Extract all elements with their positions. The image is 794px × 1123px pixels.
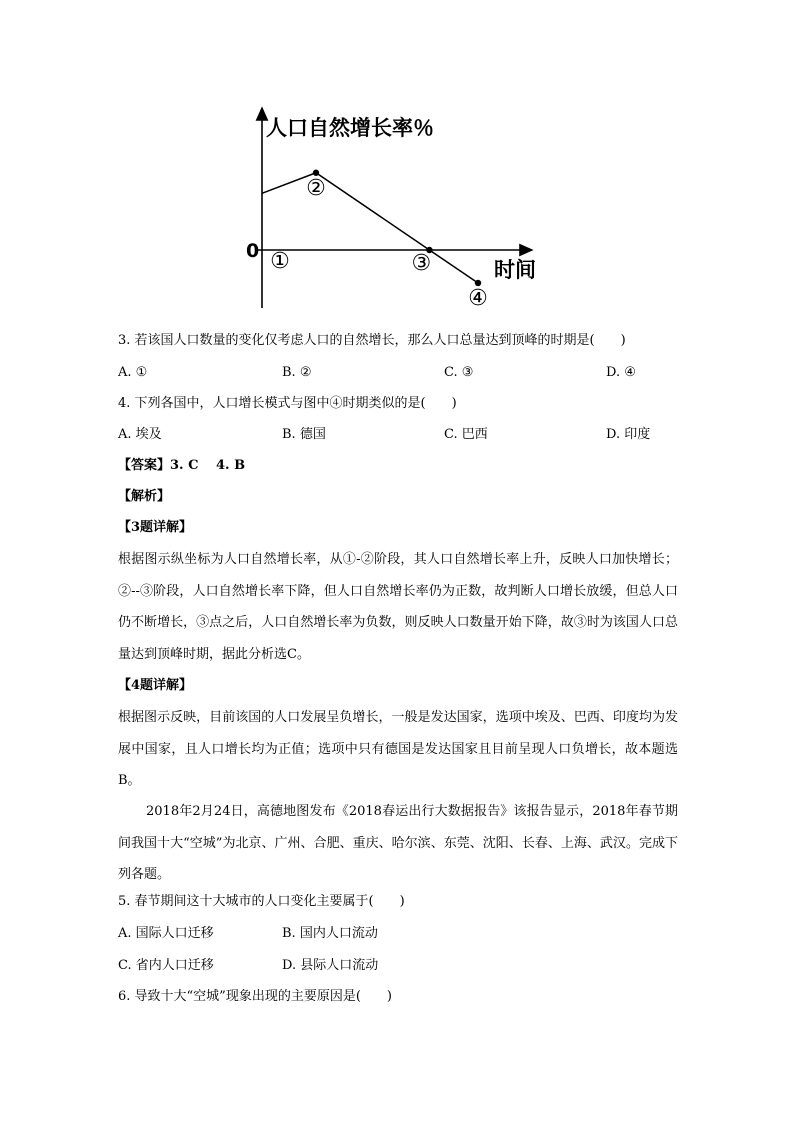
- q3-option-c: C. ③: [444, 365, 474, 380]
- population-growth-figure: [230, 100, 560, 315]
- q4-detail-heading: 【4题详解】: [118, 678, 193, 693]
- q3-option-d: D. ④: [606, 365, 636, 380]
- q5-option-d: D. 县际人口流动: [282, 958, 379, 973]
- passage-text: 2018年2月24日，高德地图发布《2018春运出行大数据报告》该报告显示，2018年春节期间我国十大“空城”为北京、广州、合肥、重庆、哈尔滨、东莞、沈阳、长春、上海、武汉。完成下列各题。: [118, 804, 678, 883]
- q3-detail-heading: 【3题详解】: [118, 520, 193, 535]
- q5-option-a: A. 国际人口迁移: [118, 926, 214, 941]
- point-1-label: ①: [270, 249, 290, 274]
- growth-rate-line: [262, 173, 478, 283]
- question-6-stem: 6. 导致十大“空城”现象出现的主要原因是( ): [118, 989, 392, 1004]
- answer-line: 【答案】3. C 4. B: [118, 458, 246, 473]
- point-2-label: ②: [306, 175, 326, 201]
- y-axis-label: 人口自然增长率％: [266, 116, 434, 140]
- analysis-heading: 【解析】: [118, 489, 171, 504]
- q3-option-a: A. ①: [118, 365, 148, 380]
- q4-option-d: D. 印度: [606, 427, 651, 442]
- q5-option-b: B. 国内人口流动: [282, 926, 378, 941]
- point-3-label: ③: [411, 251, 432, 276]
- q5-option-c: C. 省内人口迁移: [118, 958, 214, 973]
- question-3-stem: 3. 若该国人口数量的变化仅考虑人口的自然增长，那么人口总量达到顶峰的时期是( ): [118, 333, 626, 348]
- question-5-stem: 5. 春节期间这十大城市的人口变化主要属于( ): [118, 894, 405, 909]
- q4-option-a: A. 埃及: [118, 427, 162, 442]
- question-4-stem: 4. 下列各国中，人口增长模式与图中④时期类似的是( ): [118, 396, 457, 411]
- origin-label: 0: [246, 240, 260, 262]
- q3-detail-body: 根据图示纵坐标为人口自然增长率，从①-②阶段，其人口自然增长率上升，反映人口加快增长；②--③阶段，人口自然增长率下降，但人口自然增长率仍为正数，故判断人口增长放缓，但总人口仍不断增长，③点之后，人口自然增长率为负数，则反映人口数量开始下降，故③时为该国人口总量达到顶峰时期，据此分析选C。: [118, 552, 678, 663]
- q4-option-c: C. 巴西: [444, 427, 488, 442]
- point-4-label: ④: [468, 285, 488, 311]
- q3-option-b: B. ②: [282, 365, 312, 380]
- q4-detail-body: 根据图示反映，目前该国的人口发展呈负增长，一般是发达国家，选项中埃及、巴西、印度均为发展中国家，且人口增长均为正值；选项中只有德国是发达国家且目前呈现人口负增长，故本题选B。: [118, 710, 678, 789]
- x-axis-label: 时间: [494, 258, 536, 282]
- q4-option-b: B. 德国: [282, 427, 326, 442]
